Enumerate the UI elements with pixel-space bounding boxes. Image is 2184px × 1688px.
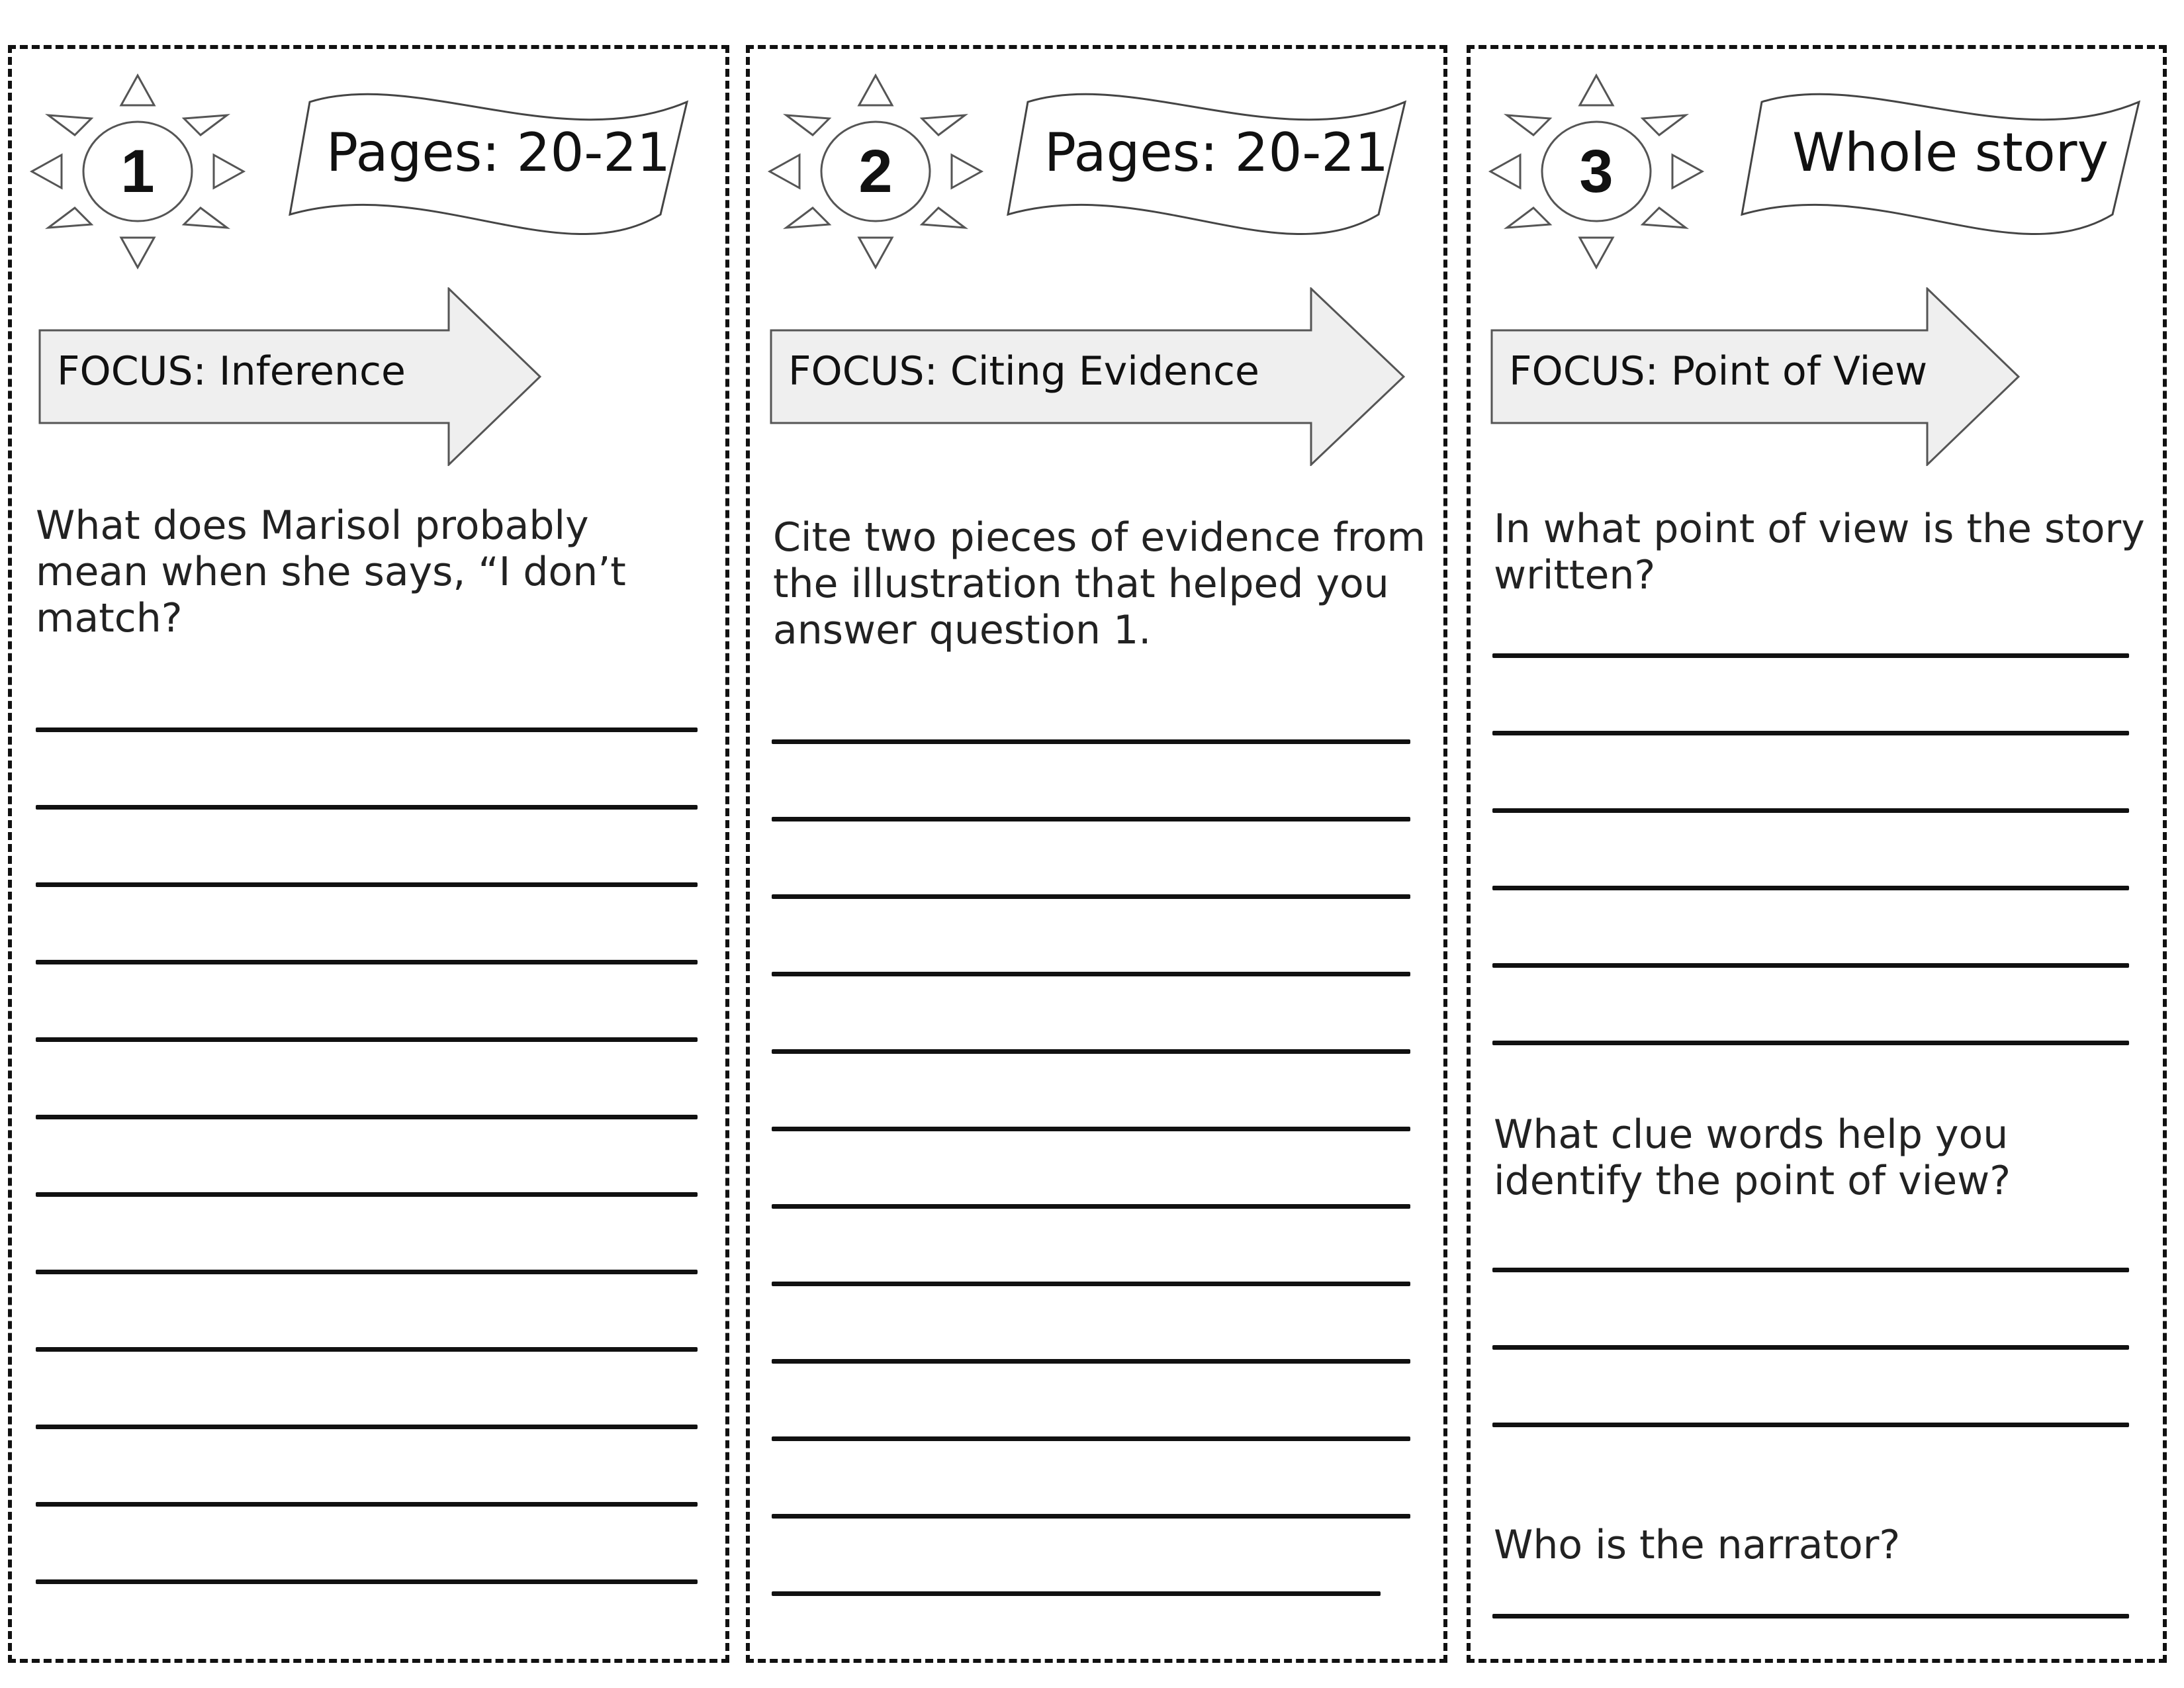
answer-line[interactable] bbox=[36, 1425, 698, 1429]
question-text: Who is the narrator? bbox=[1494, 1522, 1901, 1568]
answer-line[interactable] bbox=[36, 1502, 698, 1507]
answer-line[interactable] bbox=[772, 739, 1410, 744]
answer-line[interactable] bbox=[36, 882, 698, 887]
page-banner bbox=[1001, 82, 1425, 248]
answer-line[interactable] bbox=[772, 817, 1410, 821]
banner-label: Whole story bbox=[1792, 122, 2109, 183]
answer-line[interactable] bbox=[1492, 1423, 2129, 1427]
answer-line[interactable] bbox=[36, 1192, 698, 1197]
sun-number-badge bbox=[750, 62, 1001, 281]
question-text: Cite two pieces of evidence from the illustration that helped you answer question 1. bbox=[773, 514, 1426, 653]
answer-line[interactable] bbox=[1492, 886, 2129, 890]
banner-label: Pages: 20-21 bbox=[326, 122, 671, 183]
answer-line[interactable] bbox=[772, 1591, 1381, 1596]
card-number: 2 bbox=[858, 137, 893, 205]
answer-line[interactable] bbox=[36, 727, 698, 732]
answer-line[interactable] bbox=[772, 1436, 1410, 1441]
focus-label: FOCUS: Point of View bbox=[1509, 348, 1928, 395]
page-banner bbox=[283, 82, 707, 248]
answer-line[interactable] bbox=[772, 1514, 1410, 1519]
answer-line[interactable] bbox=[772, 1204, 1410, 1209]
answer-line[interactable] bbox=[36, 1270, 698, 1274]
answer-line[interactable] bbox=[36, 1579, 698, 1584]
focus-arrow bbox=[38, 287, 541, 466]
sun-number-badge bbox=[12, 62, 263, 281]
answer-line[interactable] bbox=[772, 972, 1410, 976]
card-number: 3 bbox=[1579, 137, 1614, 205]
question-text: What clue words help you identify the point of view? bbox=[1494, 1111, 2011, 1204]
answer-line[interactable] bbox=[772, 894, 1410, 899]
answer-line[interactable] bbox=[1492, 731, 2129, 735]
reading-card-2 bbox=[746, 45, 1447, 1663]
question-text: In what point of view is the story written? bbox=[1494, 506, 2145, 598]
answer-line[interactable] bbox=[36, 960, 698, 964]
answer-line[interactable] bbox=[36, 805, 698, 810]
answer-line[interactable] bbox=[1492, 653, 2129, 658]
answer-line[interactable] bbox=[1492, 1614, 2129, 1618]
card-number: 1 bbox=[120, 137, 155, 205]
page-banner bbox=[1735, 82, 2159, 248]
focus-arrow bbox=[770, 287, 1405, 466]
banner-label: Pages: 20-21 bbox=[1044, 122, 1389, 183]
focus-arrow bbox=[1490, 287, 2020, 466]
answer-line[interactable] bbox=[1492, 1345, 2129, 1350]
focus-label: FOCUS: Inference bbox=[57, 348, 406, 395]
answer-line[interactable] bbox=[772, 1282, 1410, 1286]
sun-number-badge bbox=[1471, 62, 1722, 281]
answer-line[interactable] bbox=[772, 1127, 1410, 1131]
answer-line[interactable] bbox=[36, 1347, 698, 1352]
reading-card-3 bbox=[1467, 45, 2167, 1663]
answer-line[interactable] bbox=[1492, 963, 2129, 968]
answer-line[interactable] bbox=[772, 1049, 1410, 1054]
answer-line[interactable] bbox=[1492, 1041, 2129, 1045]
answer-line[interactable] bbox=[1492, 808, 2129, 813]
focus-label: FOCUS: Citing Evidence bbox=[788, 348, 1259, 395]
reading-card-1 bbox=[8, 45, 729, 1663]
answer-line[interactable] bbox=[36, 1037, 698, 1042]
answer-line[interactable] bbox=[1492, 1268, 2129, 1272]
answer-line[interactable] bbox=[772, 1359, 1410, 1364]
question-text: What does Marisol probably mean when she says, “I don’t match? bbox=[36, 502, 626, 641]
answer-line[interactable] bbox=[36, 1115, 698, 1119]
